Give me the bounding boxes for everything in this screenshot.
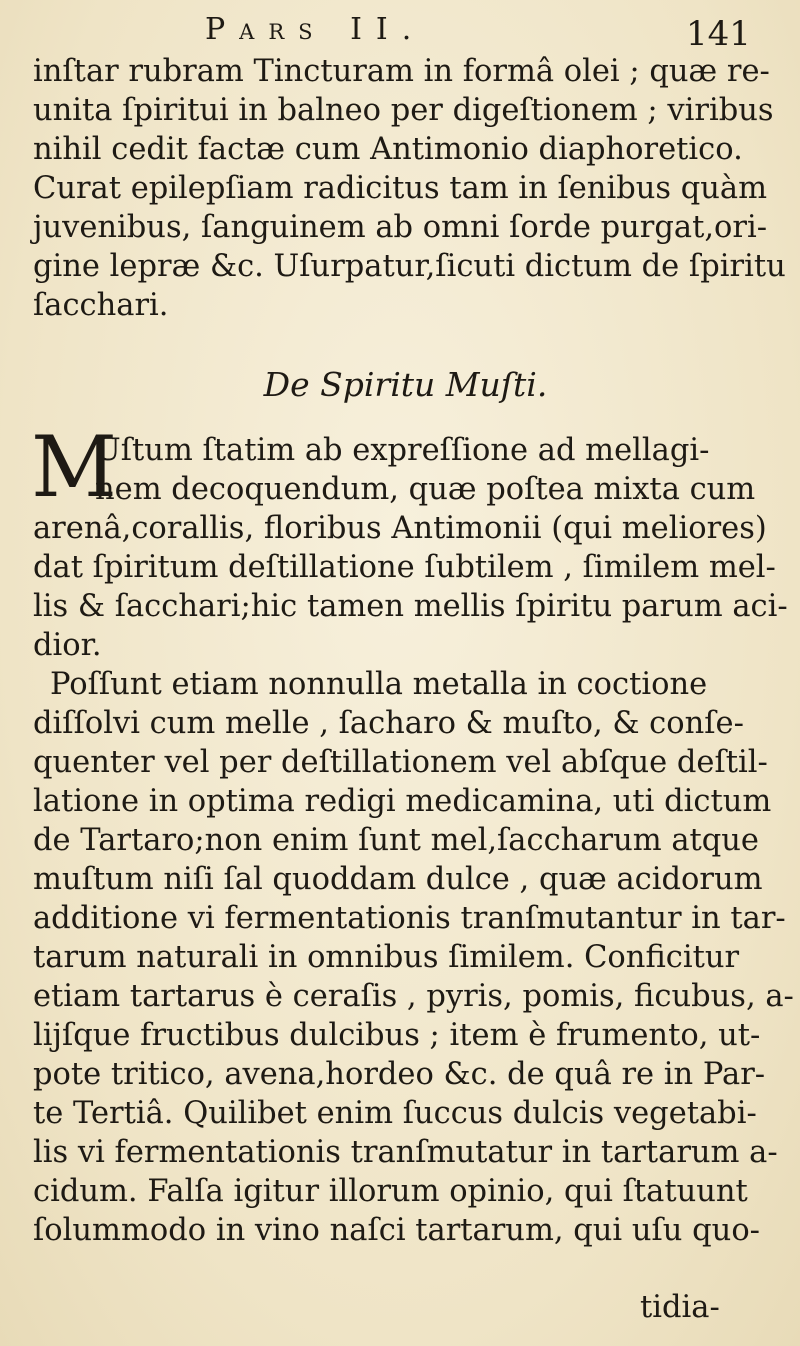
running-head: Pars II. [205,12,426,47]
text-line: ſolummodo in vino naſci tartarum, qui uſu quo- [33,1213,760,1248]
paragraph-2 [31,418,788,665]
page-body [31,52,794,1250]
text-line: juvenibus, ſanguinem ab omni ſorde purgat,ori- [33,210,768,245]
text-line: gine lepræ &c. Uſurpatur,ſicuti dictum de ſpiritu [33,249,786,284]
paragraph-3 [33,665,794,1250]
text-line: lijſque fructibus dulcibus ; item è frumento, ut- [33,1018,761,1053]
text-line: latione in optima redigi medicamina, uti dictum [33,784,772,819]
text-line: nem decoquendum, quæ poſtea mixta cum [95,472,756,507]
text-line: Poſſunt etiam nonnulla metalla in coctione [50,667,708,702]
section-heading: De Spiritu Muſti. [263,365,548,404]
text-line: additione vi fermentationis tranſmutantur in tar- [33,901,786,936]
text-line: Curat epilepſiam radicitus tam in ſenibus quàm [33,171,767,206]
drop-capital: M [31,418,118,516]
text-line: unita ſpiritui in balneo per digeſtionem ; viribus [33,93,774,128]
text-line: muſtum niſi ſal quoddam dulce , quæ acidorum [33,862,763,897]
text-line: tarum naturali in omnibus ſimilem. Conficitur [33,940,740,975]
text-line: nihil cedit factæ cum Antimonio diaphoretico. [33,132,743,167]
text-line: quenter vel per deſtillationem vel abſque deſtil- [33,745,768,780]
text-line: cidum. Falſa igitur illorum opinio, qui ſtatuunt [33,1174,748,1209]
catchword: tidia- [640,1290,720,1325]
page-number: 141 [686,14,751,54]
text-line: lis vi fermentationis tranſmutatur in tartarum a- [33,1135,778,1170]
text-line: de Tartaro;non enim ſunt mel,ſaccharum atque [33,823,759,858]
text-line: diſſolvi cum melle , ſacharo & muſto, & conſe- [33,706,744,741]
paragraph-1 [33,52,786,325]
text-line: etiam tartarus è ceraſis , pyris, pomis, ficubus, a- [33,979,794,1014]
text-line: te Tertiâ. Quilibet enim ſuccus dulcis vegetabi- [33,1096,757,1131]
text-line: lis & ſacchari;hic tamen mellis ſpiritu parum aci- [33,589,788,624]
page-header [0,4,800,54]
text-line: dior. [33,628,102,663]
text-line: dat ſpiritum deſtillatione ſubtilem , ſimilem mel- [33,550,776,585]
text-line: arenâ,corallis, floribus Antimonii (qui meliores) [33,511,767,546]
text-line: Uſtum ſtatim ab expreſſione ad mellagi- [95,433,710,468]
text-line: inſtar rubram Tincturam in formâ olei ; quæ re- [33,54,770,89]
text-line: ſacchari. [33,288,169,323]
text-line: pote tritico, avena,hordeo &c. de quâ re in Par- [33,1057,766,1092]
